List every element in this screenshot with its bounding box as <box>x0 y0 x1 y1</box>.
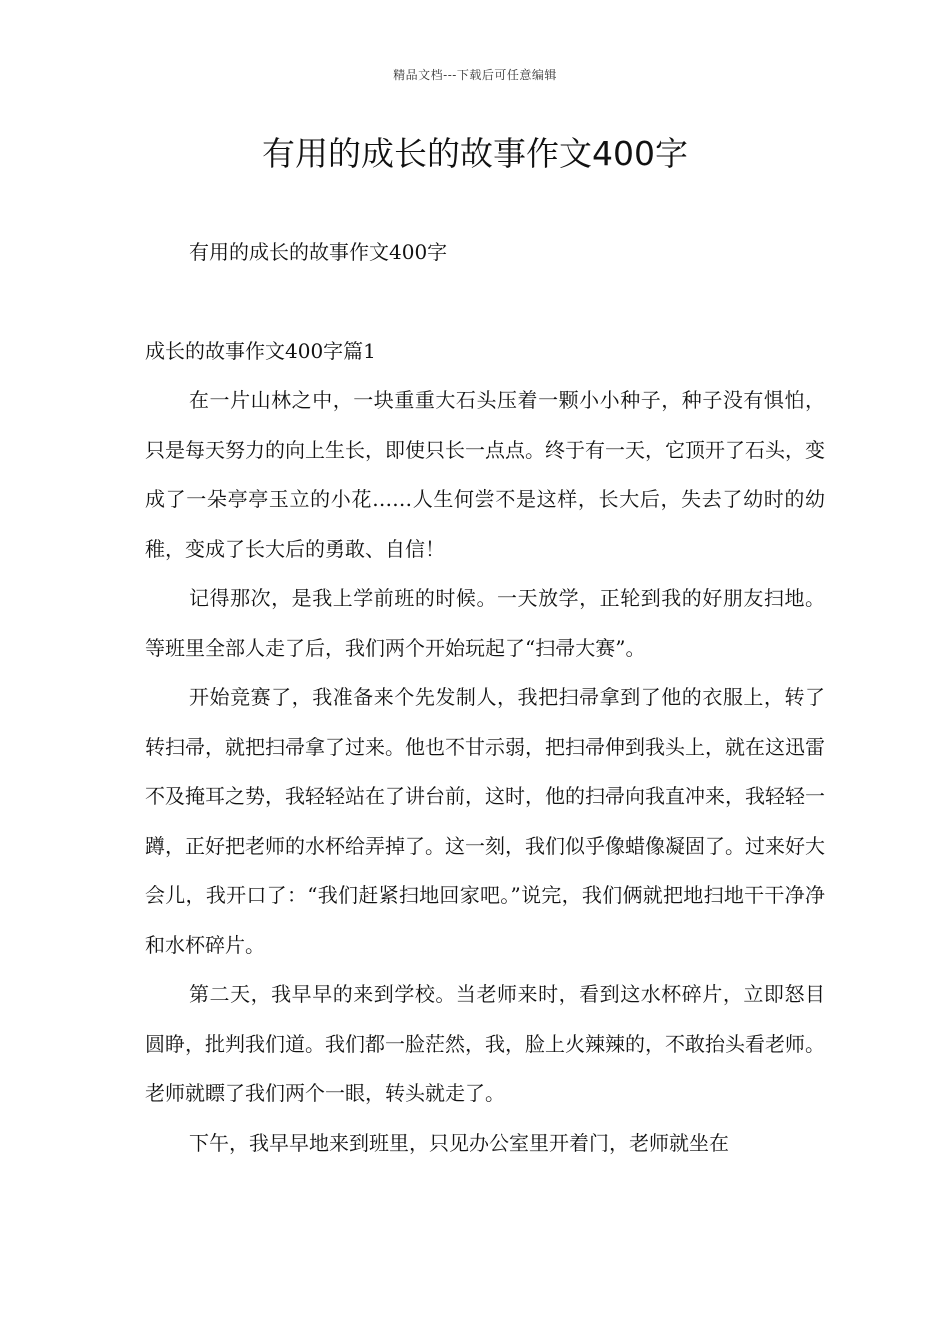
paragraph: 在一片山林之中，一块重重大石头压着一颗小小种子，种子没有惧怕，只是每天努力的向上生长，即使只长一点点。终于有一天，它顶开了石头，变成了一朵亭亭玉立的小花……人生何尝不是这样，长大后，失去了幼时的幼稚，变成了长大后的勇敢、自信！ <box>145 388 825 561</box>
document-subtitle: 有用的成长的故事作文400字 <box>189 240 448 264</box>
section-heading: 成长的故事作文400字篇1 <box>145 339 376 363</box>
paragraph: 下午，我早早地来到班里，只见办公室里开着门，老师就坐在 <box>189 1130 729 1155</box>
paragraph: 开始竞赛了，我准备来个先发制人，我把扫帚拿到了他的衣服上，转了转扫帚，就把扫帚拿了过来。他也不甘示弱，把扫帚伸到我头上，就在这迅雷不及掩耳之势，我轻轻站在了讲台前，这时，他的扫帚向我直冲来，我轻轻一蹲，正好把老师的水杯给弄掉了。这一刻，我们似乎像蜡像凝固了。过来好大会儿，我开口了：“我们赶紧扫地回家吧。”说完，我们俩就把地扫地干干净净和水杯碎片。 <box>145 685 825 957</box>
document-title: 有用的成长的故事作文400字 <box>262 134 688 173</box>
body-paragraphs <box>145 376 825 1168</box>
paragraph: 记得那次，是我上学前班的时候。一天放学，正轮到我的好朋友扫地。等班里全部人走了后，我们两个开始玩起了“扫帚大赛”。 <box>145 586 825 660</box>
paragraph: 第二天，我早早的来到学校。当老师来时，看到这水杯碎片，立即怒目圆睁，批判我们道。我们都一脸茫然，我，脸上火辣辣的，不敢抬头看老师。老师就瞟了我们两个一眼，转头就走了。 <box>145 982 825 1105</box>
header-note: 精品文档---下载后可任意编辑 <box>393 68 557 82</box>
